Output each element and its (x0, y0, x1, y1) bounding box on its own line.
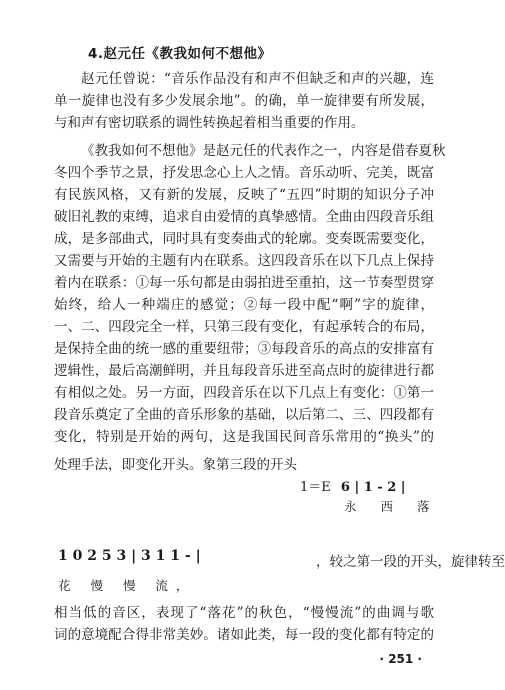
text-line: 逻辑性，最后高潮鲜明，并且每段音乐进至高点时的旋律进行都 (54, 363, 434, 379)
text-line: 相当低的音区，表现了“落花”的秋色，“慢慢流”的曲调与歌 (54, 605, 434, 621)
text-line: 与和声有密切联系的调性转换起着相当重要的作用。 (54, 115, 365, 131)
text-line: 赵元任曾说：“音乐作品没有和声不但缺乏和声的兴趣，连 (81, 71, 434, 87)
text-line: 是保持全曲的统一感的重要纽带；③每段音乐的高点的安排富有 (54, 341, 434, 357)
notation-notes: 1 0 2 5 3 | 3 1 1 - | (58, 548, 201, 564)
paragraph-1 (54, 68, 434, 134)
text-line: 处理手法，即变化开头。象第三段的开头 (54, 457, 297, 473)
text-line: 成，是多部曲式，同时具有变奏曲式的轮廓。变奏既需要变化， (54, 231, 434, 247)
text-line: 着内在联系：①每一乐句都是由弱拍进至重拍，这一节奏型贯穿 (54, 275, 434, 291)
text-line: 变化，特别是开始的两句，这是我国民间音乐常用的“换头”的 (54, 429, 434, 445)
text-line: 段音乐奠定了全曲的音乐形象的基础，以后第二、三、四段都有 (54, 407, 434, 423)
text-line: ，较之第一段的开头，旋律转至 (316, 554, 505, 570)
section-heading: 4.赵元任《教我如何不想他》 (88, 46, 272, 62)
text-line: 又需要与开始的主题有内在联系。这四段音乐在以下几点上保持 (54, 253, 434, 269)
key-signature: 1＝E (300, 480, 331, 495)
paragraph-2 (54, 140, 446, 476)
notation-excerpt-1 (300, 476, 406, 495)
text-line: 有民族风格，又有新的发展，反映了“五四”时期的知识分子冲 (54, 187, 434, 203)
notation-lyrics-1: 永 西 落 (344, 499, 440, 514)
notation-notes: 6 | 1 - 2 | (340, 480, 406, 495)
text-line: 始终，给人一种端庄的感觉；②每一段中配“啊”字的旋律， (54, 297, 434, 313)
page-number: · 251 · (379, 652, 422, 666)
text-line: 破旧礼教的束缚，追求自由爱情的真挚感情。全曲由四段音乐组 (54, 209, 434, 225)
text-line: 冬四个季节之景，抒发思念心上人之情。音乐动听、完美，既富 (54, 165, 434, 181)
text-line: 《教我如何不想他》是赵元任的代表作之一，内容是借春夏秋 (81, 143, 446, 159)
text-line: 有相似之处。另一方面，四段音乐在以下几点上有变化：①第一 (54, 385, 434, 401)
text-line: 一、二、四段完全一样，只第三段有变化，有起承转合的布局， (54, 319, 434, 335)
text-line: 词的意境配合得非常美妙。诸如此类，每一段的变化都有特定的 (54, 627, 434, 643)
paragraph-3 (54, 602, 434, 646)
notation-excerpt-2 (54, 540, 505, 593)
text-line: 单一旋律也没有多少发展余地”。的确，单一旋律要有所发展， (54, 93, 434, 109)
notation-lyrics-2: 花 慢 慢 流， (58, 578, 197, 593)
